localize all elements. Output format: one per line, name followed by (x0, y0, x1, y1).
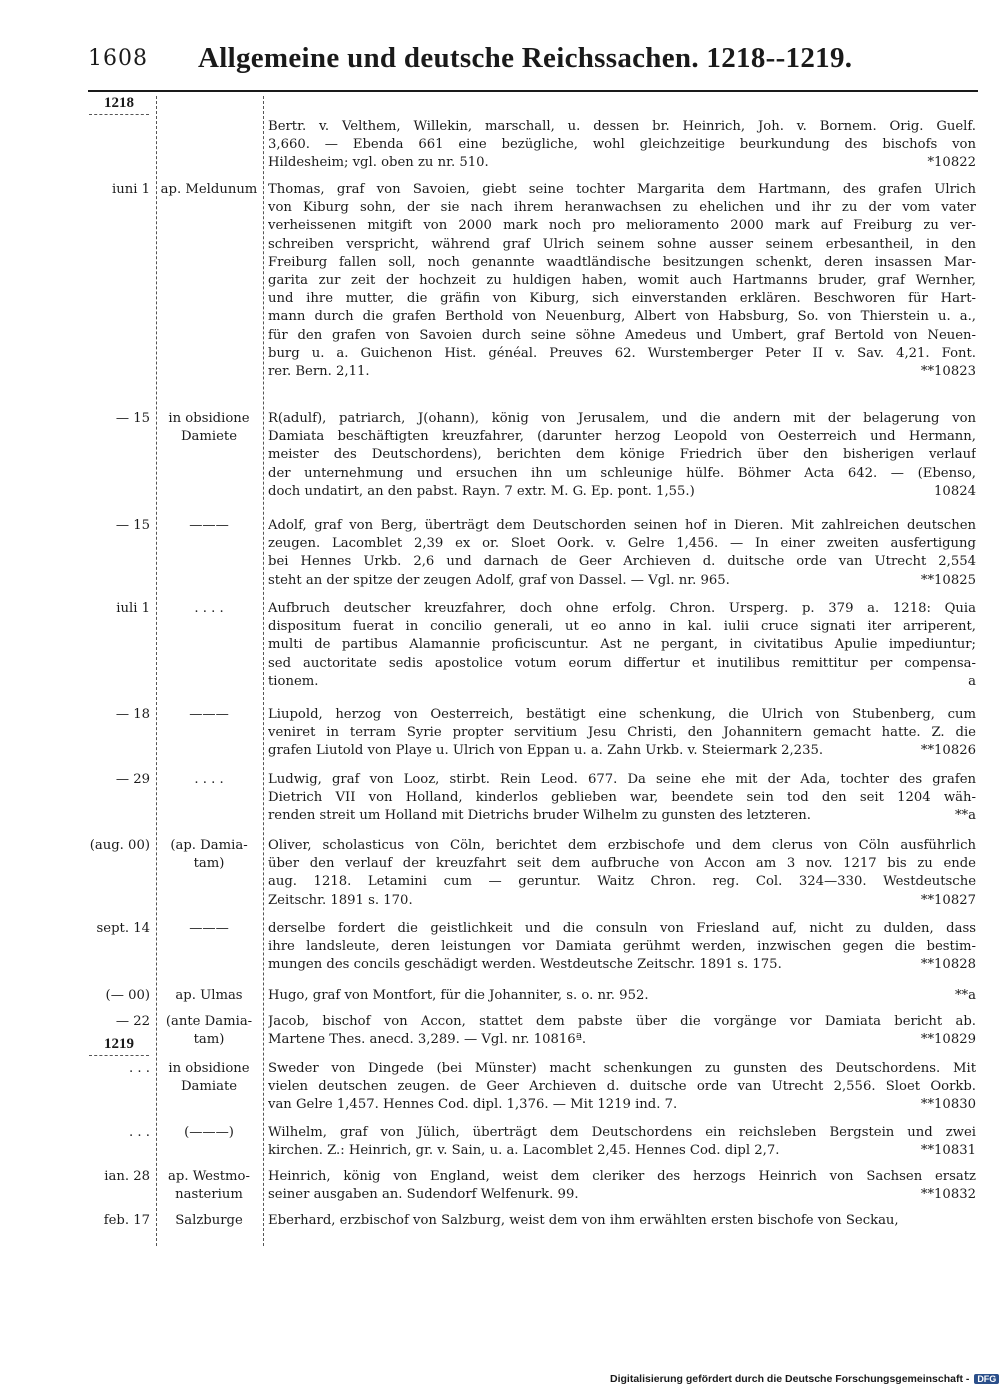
entry-text (268, 1124, 976, 1160)
entry-line: für den grafen von Savoien durch seine söhne Amedeus und Umbert, graf Bertold von Neuen- (268, 327, 976, 343)
page-number: 1608 (88, 46, 148, 71)
entry-place: (ante Damia- tam) (165, 1014, 253, 1048)
entry-text (268, 1060, 976, 1115)
column-divider-date (156, 96, 157, 1246)
entry-number: **a (954, 988, 976, 1003)
year-mark-1218 (88, 95, 150, 115)
entry-line: Ludwig, graf von Looz, stirbt. Rein Leod. 677. Da seine ehe mit der Ada, tochter des grafen (268, 772, 976, 787)
entry-line: rer. Bern. 2,11. **10823 (268, 363, 976, 381)
entry-line: Liupold, herzog von Oesterreich, bestätigt eine schenkung, die Ulrich von Stubenberg, cum (268, 707, 976, 722)
entry-line: Oliver, scholasticus von Cöln, berichtet dem erzbischofe und dem clerus von Cöln ausführlich (268, 838, 976, 853)
entry-number: **10832 (920, 1187, 976, 1203)
entry-line: Martene Thes. anecd. 3,289. — Vgl. nr. 10816ª. **10829 (268, 1031, 976, 1049)
entry-line: sed auctoritate sedis apostolice votum eorum differtur et inutilibus remittitur per compensa- (268, 655, 976, 671)
year-rule (89, 114, 149, 115)
entry-number: **10829 (920, 1032, 976, 1048)
entry-line: der unternehmung und ersuchen ihn um schleunige hülfe. Böhmer Acta 642. — (Ebenso, (268, 465, 976, 481)
entry-place: ——— (189, 707, 229, 722)
entry-date: iuli 1 (116, 601, 150, 616)
year-1218-label: 1218 (104, 95, 134, 111)
entry-text (268, 410, 976, 501)
entry-line: verheissenen mitgift von 2000 mark noch pro melioramento 2000 mark auf Freiburg zu ver- (268, 218, 976, 234)
entry-number: **10825 (920, 572, 976, 588)
entry-date: — 29 (115, 772, 150, 787)
entry-place: in obsidione Damiete (168, 411, 250, 445)
entry-text (268, 837, 976, 910)
entry-text (268, 600, 976, 691)
entry-line: Eberhard, erzbischof von Salzburg, weist dem von ihm erwählten ersten bischofe von Seckau, (268, 1213, 899, 1228)
entry-line: Jacob, bischof von Accon, stattet dem pabste über die vorgänge vor Damiata bericht ab. (268, 1014, 976, 1029)
entry-date: — 15 (115, 518, 150, 533)
entry-line: bei Hennes Urkb. 2,6 und darnach de Geer Archieven d. duitsche orde van Utrecht 2,554 (268, 554, 976, 570)
entry-line: garita zur zeit der hochzeit zu huldigen haben, womit auch Hartmanns bruder, graf Wernher, (268, 273, 976, 289)
column-divider-place (263, 96, 264, 1246)
entry-number: *10822 (927, 155, 976, 171)
entry-line: tionem. a (268, 673, 976, 691)
entry-line: schreiben verspricht, während graf Ulrich seinem sohne ausser seinem erbesantheil, in den (268, 236, 976, 252)
entry-text (268, 517, 976, 590)
entry-text (268, 1212, 976, 1230)
year-rule (89, 1055, 149, 1056)
entry-place: ap. Meldunum (160, 182, 258, 197)
entry-date: . . . (129, 1125, 150, 1140)
entry-date: ian. 28 (104, 1169, 150, 1184)
entry-line: Wilhelm, graf von Jülich, überträgt dem Deutschordens ein reichsleben Bergstein und zwei (268, 1125, 976, 1140)
entry-line: doch undatirt, an den pabst. Rayn. 7 extr. M. G. Ep. pont. 1,55.) 10824 (268, 483, 976, 501)
entry-date: sept. 14 (96, 921, 150, 936)
entry-line: vielen deutschen zeugen. de Geer Archieven d. duitsche orde van Utrecht 2,556. Sloet Oorkb. (268, 1079, 976, 1095)
footer-text: Digitalisierung gefördert durch die Deutsche Forschungsgemeinschaft - (610, 1373, 970, 1385)
entry-place: (ap. Damia- tam) (170, 838, 248, 872)
entry-date: — 18 (115, 707, 150, 722)
entry-number: **10831 (920, 1143, 976, 1159)
entry-text (268, 706, 976, 761)
entry-number: **10826 (920, 743, 976, 759)
header-rule (88, 90, 978, 92)
year-mark-1219 (88, 1036, 150, 1056)
entry-place: ——— (189, 518, 229, 533)
entry-line: R(adulf), patriarch, J(ohann), könig von Jerusalem, und die andern mit der belagerung von (268, 411, 976, 426)
entry-number: **10823 (920, 364, 976, 380)
entry-line: burg u. a. Guichenon Hist. généal. Preuves 62. Wurstemberger Peter II v. Sav. 4,21. Font. (268, 345, 976, 361)
entry-line: Bertr. v. Velthem, Willekin, marschall, u. dessen br. Heinrich, Joh. v. Bornem. Orig. Guelf. (268, 119, 976, 134)
entry-line: Dietrich VII von Holland, kinderlos geblieben war, beendete sein tod den seit 1204 wäh- (268, 790, 976, 806)
entry-text (268, 771, 976, 826)
entry-line: Hugo, graf von Montfort, für die Johanniter, s. o. nr. 952. **a (268, 987, 976, 1005)
entry-date: — 22 (115, 1014, 150, 1029)
entry-line: über den verlauf der kreuzfahrt seit dem aufbruche von Accon am 3 nov. 1217 bis zu ende (268, 856, 976, 872)
entry-date: (— 00) (105, 988, 150, 1003)
entry-line: meister des Deutschordens), berichten dem könige Friedrich über den bisherigen verlauf (268, 447, 976, 463)
entry-place: ——— (189, 921, 229, 936)
entry-date: feb. 17 (103, 1213, 150, 1228)
entry-text (268, 920, 976, 975)
entry-place: Salzburge (175, 1213, 243, 1228)
entry-date: iuni 1 (111, 182, 150, 197)
entry-number: **10828 (920, 957, 976, 973)
entry-date: (aug. 00) (89, 838, 150, 853)
entry-line: Thomas, graf von Savoien, giebt seine tochter Margarita dem Hartmann, des grafen Ulrich (268, 182, 976, 197)
entry-line: multi de partibus Alamannie proficiscuntur. Ast ne pergant, in civitatibus Apulie impediuntur; (268, 637, 976, 653)
entry-line: Zeitschr. 1891 s. 170. **10827 (268, 892, 976, 910)
year-1219-label: 1219 (104, 1036, 134, 1052)
entry-line: Adolf, graf von Berg, überträgt dem Deutschorden seinen hof in Dieren. Mit zahlreichen deutschen (268, 518, 976, 533)
page-header (88, 42, 978, 76)
entry-text (268, 118, 976, 173)
entry-line: dispositum fuerat in concilio generali, ut eo anno in kal. iulii cruce signati iter arriperent, (268, 619, 976, 635)
entry-line: von Kiburg sohn, der sie nach ihrem heranwachsen zu ehelichen und ihr zu der vom vater (268, 200, 976, 216)
entry-number: a (968, 673, 976, 689)
dfg-logo: DFG (974, 1374, 999, 1384)
entry-line: Aufbruch deutscher kreuzfahrer, doch ohne erfolg. Chron. Ursperg. p. 379 a. 1218: Quia (268, 601, 976, 616)
entry-line: Freiburg fallen soll, noch genannte waadtländische besitzungen schenkt, deren insassen Mar- (268, 254, 976, 270)
entry-number: **10830 (920, 1097, 976, 1113)
entry-text (268, 181, 976, 381)
entry-line: Damiata beschäftigten kreuzfahrer, (darunter herzog Leopold von Oesterreich und Hermann, (268, 429, 976, 445)
entry-date: . . . (129, 1061, 150, 1076)
entry-line: Hildesheim; vgl. oben zu nr. 510. *10822 (268, 154, 976, 172)
entry-line: ihre landsleute, deren leistungen vor Damiata gerühmt werden, inzwischen gegen die bestim- (268, 939, 976, 955)
entry-line: zeugen. Lacomblet 2,39 ex or. Sloet Oork. v. Gelre 1,456. — In einer zweiten ausfertigung (268, 536, 976, 552)
entry-date: — 15 (115, 411, 150, 426)
entry-line: 3,660. — Ebenda 661 eine bezügliche, wohl gleichzeitige beurkundung des bischofs von (268, 137, 976, 153)
entry-line: kirchen. Z.: Heinrich, gr. v. Sain, u. a. Lacomblet 2,45. Hennes Cod. dipl 2,7. **10831 (268, 1142, 976, 1160)
entry-number: 10824 (934, 483, 976, 499)
entry-line: und ihre mutter, die gräfin von Kiburg, sich einverstanden erklären. Beschworen für Hart- (268, 291, 976, 307)
entry-place: . . . . (194, 601, 224, 616)
entry-place: in obsidione Damiate (168, 1061, 250, 1095)
page-title: Allgemeine und deutsche Reichssachen. 1218--1219. (198, 42, 853, 74)
entry-line: seiner ausgaben an. Sudendorf Welfenurk. 99. **10832 (268, 1186, 976, 1204)
entry-place: ap. Ulmas (175, 988, 243, 1003)
entry-line: grafen Liutold von Playe u. Ulrich von Eppan u. a. Zahn Urkb. v. Steiermark 2,235. **10826 (268, 742, 976, 760)
entry-line: mann durch die grafen Berthold von Neuenburg, Albert von Habsburg, So. von Thierstein u. a., (268, 309, 976, 325)
entry-number: **10827 (920, 892, 976, 908)
entry-text (268, 987, 976, 1005)
entry-line: Heinrich, könig von England, weist dem cleriker des herzogs Heinrich von Sachsen ersatz (268, 1169, 976, 1184)
footer (610, 1373, 999, 1385)
entry-place: . . . . (194, 772, 224, 787)
entry-line: renden streit um Holland mit Dietrichs bruder Wilhelm zu gunsten des letzteren. **a (268, 807, 976, 825)
entry-line: steht an der spitze der zeugen Adolf, graf von Dassel. — Vgl. nr. 965. **10825 (268, 572, 976, 590)
entry-place: ap. Westmo- nasterium (168, 1169, 250, 1203)
entry-line: derselbe fordert die geistlichkeit und die consuln von Friesland auf, nicht zu dulden, dass (268, 921, 976, 936)
entry-line: van Gelre 1,457. Hennes Cod. dipl. 1,376. — Mit 1219 ind. 7. **10830 (268, 1096, 976, 1114)
entry-number: **a (954, 808, 976, 824)
entry-line: Sweder von Dingede (bei Münster) macht schenkungen zu gunsten des Deutschordens. Mit (268, 1061, 976, 1076)
entry-line: veniret in terram Syrie propter servitium Jesu Christi, den Johannitern gemacht hatte. Z. die (268, 725, 976, 741)
entry-text (268, 1168, 976, 1204)
entry-line: aug. 1218. Letamini cum — geruntur. Waitz Chron. reg. Col. 324—330. Westdeutsche (268, 874, 976, 890)
entry-line: mungen des concils geschädigt werden. Westdeutsche Zeitschr. 1891 s. 175. **10828 (268, 956, 976, 974)
entry-place: (———) (184, 1125, 234, 1140)
entry-text (268, 1013, 976, 1049)
